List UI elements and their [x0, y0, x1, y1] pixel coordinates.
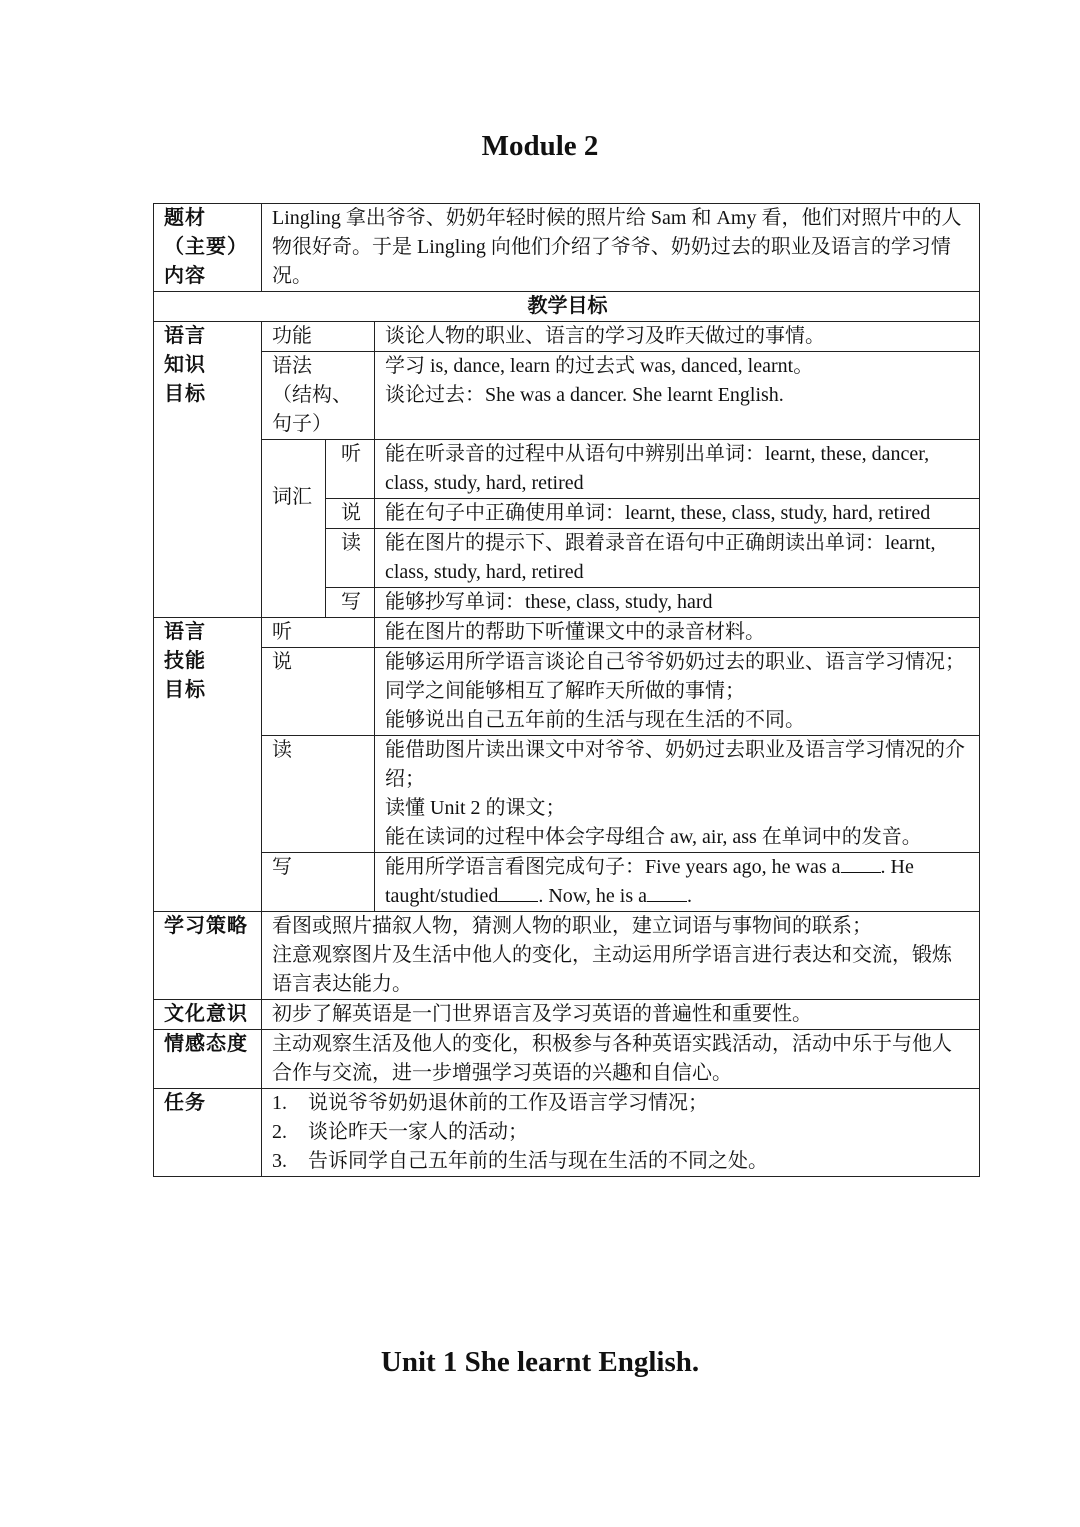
skills-read-text: 能借助图片读出课文中对爷爷、奶奶过去职业及语言学习情况的介绍； 读懂 Unit 2 的课文； 能在读词的过程中体会字母组合 aw, air, ass 在单词中的发音。 — [375, 736, 980, 853]
lesson-plan-table — [153, 203, 980, 1177]
knowledge-grammar-row — [154, 352, 980, 440]
tasks-list — [262, 1089, 980, 1177]
fill-blank-1 — [841, 854, 881, 873]
vocab-text-listen: 能在听录音的过程中从语句中辨别出单词：learnt, these, dancer, class, study, hard, retired — [375, 440, 980, 499]
culture-text: 初步了解英语是一门世界语言及学习英语的普遍性和重要性。 — [262, 1000, 980, 1030]
knowledge-label: 语言 知识 目标 — [154, 322, 262, 618]
tasks-label: 任务 — [154, 1089, 262, 1177]
topic-label: 题材 （主要） 内容 — [154, 204, 262, 292]
objectives-header-row — [154, 292, 980, 322]
skills-label: 语言 技能 目标 — [154, 618, 262, 912]
page-title: Module 2 — [481, 130, 599, 162]
vocab-text-speak: 能在句子中正确使用单词：learnt, these, class, study, hard, retired — [375, 499, 980, 529]
task-item: 1. 说说爷爷奶奶退休前的工作及语言学习情况； — [272, 1092, 708, 1114]
strategy-row — [154, 912, 980, 1000]
skills-speak-row — [154, 648, 980, 736]
vocab-skill-write: 写 — [326, 588, 375, 618]
vocab-label: 词汇 — [262, 440, 326, 618]
skills-write-row — [154, 853, 980, 912]
attitude-row — [154, 1030, 980, 1089]
function-text: 谈论人物的职业、语言的学习及昨天做过的事情。 — [375, 322, 980, 352]
attitude-label: 情感态度 — [154, 1030, 262, 1089]
vocab-text-read: 能在图片的提示下、跟着录音在语句中正确朗读出单词：learnt, class, study, hard, retired — [375, 529, 980, 588]
skills-read-label: 读 — [262, 736, 375, 853]
vocab-skill-listen: 听 — [326, 440, 375, 499]
culture-label: 文化意识 — [154, 1000, 262, 1030]
topic-content: Lingling 拿出爷爷、奶奶年轻时候的照片给 Sam 和 Amy 看，他们对照片中的人物很好奇。于是 Lingling 向他们介绍了爷爷、奶奶过去的职业及语言的学习情况。 — [262, 204, 980, 292]
vocab-text-write: 能够抄写单词：these, class, study, hard — [375, 588, 980, 618]
vocab-skill-read: 读 — [326, 529, 375, 588]
attitude-text: 主动观察生活及他人的变化，积极参与各种英语实践活动，活动中乐于与他人合作与交流，进一步增强学习英语的兴趣和自信心。 — [262, 1030, 980, 1089]
unit-title: Unit 1 She learnt English. — [380, 1346, 700, 1378]
skills-listen-row — [154, 618, 980, 648]
skills-read-row — [154, 736, 980, 853]
strategy-text: 看图或照片描叙人物，猜测人物的职业，建立词语与事物间的联系； 注意观察图片及生活中他人的变化，主动运用所学语言进行表达和交流，锻炼语言表达能力。 — [262, 912, 980, 1000]
vocab-listen-row — [154, 440, 980, 499]
skills-write-text: 能用所学语言看图完成句子：Five years ago, he was a . He taught/studied . Now, he is a . — [375, 853, 980, 912]
fill-blank-3 — [647, 883, 687, 902]
skills-speak-label: 说 — [262, 648, 375, 736]
strategy-label: 学习策略 — [154, 912, 262, 1000]
grammar-label: 语法 （结构、 句子） — [262, 352, 375, 440]
function-label: 功能 — [262, 322, 375, 352]
task-item: 2. 谈论昨天一家人的活动； — [272, 1121, 528, 1143]
grammar-text: 学习 is, dance, learn 的过去式 was, danced, learnt。 谈论过去：She was a dancer. She learnt English. — [375, 352, 980, 440]
topic-row — [154, 204, 980, 292]
skills-speak-text: 能够运用所学语言谈论自己爷爷奶奶过去的职业、语言学习情况； 同学之间能够相互了解昨天所做的事情； 能够说出自己五年前的生活与现在生活的不同。 — [375, 648, 980, 736]
objectives-header: 教学目标 — [154, 292, 980, 322]
skills-listen-label: 听 — [262, 618, 375, 648]
knowledge-function-row — [154, 322, 980, 352]
fill-blank-2 — [498, 883, 538, 902]
skills-write-label: 写 — [262, 853, 375, 912]
culture-row — [154, 1000, 980, 1030]
skills-listen-text: 能在图片的帮助下听懂课文中的录音材料。 — [375, 618, 980, 648]
vocab-skill-speak: 说 — [326, 499, 375, 529]
task-item: 3. 告诉同学自己五年前的生活与现在生活的不同之处。 — [272, 1150, 768, 1172]
tasks-row — [154, 1089, 980, 1177]
